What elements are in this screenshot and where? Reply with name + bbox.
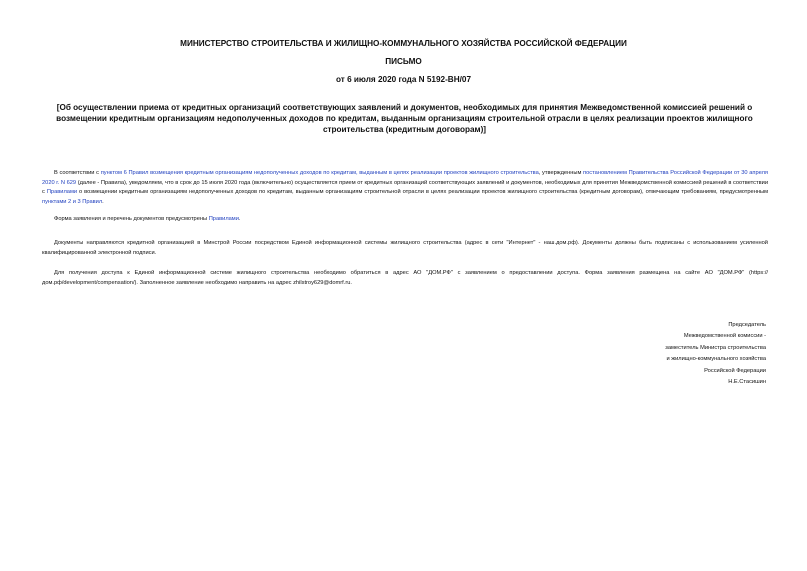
paragraph-text: В соответствии с — [54, 170, 101, 176]
document-subject: [Об осуществлении приема от кредитных организаций соответствующих заявлений и документов, необходимых для принятия Межведомственной комиссией решений о возмещении кредитным организациям недополученных доходов по кредитам, выданным организациям строительной отрасли в целях реализации проектов жилищного строительства (кредитным договорам)] — [56, 103, 753, 134]
link-rules-item-6[interactable]: пунктом 6 Правил возмещения кредитным организациям недополученных доходов по кредитам, выданным в целях реализации проектов жилищного строительства — [100, 170, 539, 176]
link-rules[interactable]: Правилами — [46, 189, 78, 196]
signature-line: и жилищно-коммунального хозяйства — [666, 356, 766, 363]
paragraph-text: о возмещении кредитным организациям недополученных доходов по кредитам, выданным организациям строительной отрасли в целях реализации проектов жилищного строительства (кредитным договорам), отвечающим требованиям, предусмотренным — [77, 189, 768, 196]
signature-line: Председатель — [728, 322, 766, 328]
paragraph-text: . — [102, 198, 104, 205]
paragraph-text: Форма заявления и перечень документов предусмотрены — [54, 216, 209, 222]
document-date-number: от 6 июля 2020 года N 5192-ВН/07 — [335, 75, 472, 84]
link-rules[interactable]: Правилами — [208, 216, 239, 222]
document-type: ПИСЬМО — [385, 57, 422, 66]
ministry-heading: МИНИСТЕРСТВО СТРОИТЕЛЬСТВА И ЖИЛИЩНО-КОММУНАЛЬНОГО ХОЗЯЙСТВА РОССИЙСКОЙ ФЕДЕРАЦИИ — [180, 39, 627, 48]
signature-line: заместитель Министра строительства — [665, 344, 766, 351]
body-paragraph-3: Документы направляются кредитной организацией в Минстрой России посредством Единой информационной системы жилищного строительства (адрес в сети "Интернет" - наш.дом.рф). Документы должны быть подписаны с использованием усиленной квалифицированной электронной подписи. — [42, 240, 768, 256]
link-government-decree[interactable]: постановлением Правительства Российской Федерации от 30 апреля 2020 г. N 629 — [42, 170, 768, 186]
body-paragraph-2 — [42, 215, 768, 225]
signature-line: Российской Федерации — [704, 367, 766, 374]
body-paragraph-4: Для получения доступа к Единой информационной системе жилищного строительства необходимо обратиться в адрес АО "ДОМ.РФ" с заявлением о предоставлении доступа. Форма заявления размещена на сайте АО "ДОМ.РФ" (https://дом.рф/development/compensation/). Заполненное заявление необходимо направить на адрес zhilstroy629@domrf.ru. — [42, 270, 768, 286]
body-paragraph-1 — [42, 169, 768, 207]
paragraph-text: (далее - Правила), уведомляем, что в срок до 15 июля 2020 года (включительно) осуществляется прием от кредитных организаций соответствующих заявлений и документов, необходимых для принятия Межведомственной комиссией решений в соответствии с — [42, 179, 769, 196]
paragraph-text: . — [238, 216, 241, 222]
link-rules-items-2-3[interactable]: пунктами 2 и 3 Правил — [42, 198, 103, 205]
paragraph-text: , утвержденным — [538, 170, 584, 176]
signature-block — [665, 320, 766, 388]
signature-line: Межведомственной комиссии - — [683, 333, 766, 340]
signatory-name: Н.Е.Стасишин — [728, 379, 766, 386]
